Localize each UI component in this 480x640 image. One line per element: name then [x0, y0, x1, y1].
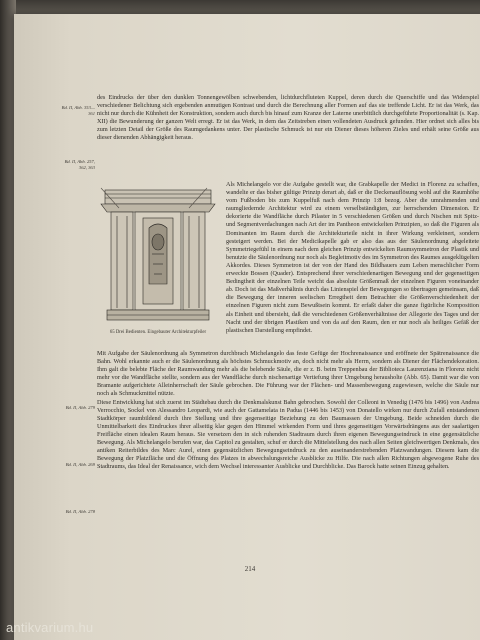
margin-note: Bd. II, Abb. 278 — [65, 509, 95, 514]
text-block-top — [97, 94, 479, 143]
pilaster-engraving — [97, 184, 219, 326]
page-number: 214 — [244, 565, 256, 573]
paragraph: des Eindrucks der über den dunklen Tonnengewölben schwebenden, lichtdurchfluteten Kuppel, deren durch die Querschiffe und das Widerspiel verschiedener Belichtung sich ergebenden anmutigen Kontrast und durch die Berechnung aller Formen auf das sie treffende Licht. Er ist das Werk, das nicht nur durch die Kühnheit der Konstruktion, sondern auch durch bis hinauf zum Kranze der Laterne unerbittlich durchgeführte Proportionalität (s. Kap. XII) die Bewunderung der ganzen Welt erregt. Er ist das Werk, in dem das Zeitstreben einen vollendeten Ausdruck gefunden. Hier ordnet sich alles bis zum letzten Detail der Größe des Raumgedankens unter. Der plastische Schmuck ist nur ein Diener dieses höheren Zieles und erhält seine Größe aus dieser dienenden Abhängigkeit heraus. — [97, 94, 479, 142]
paragraph: Als Michelangelo vor die Aufgabe gestellt war, die Grabkapelle der Medici in Florenz zu schaffen, wandelte er das bisher gültige Prinzip derart ab, daß er die Deckenauflösung wohl auf die Raumhöhe vom Fußboden bis zum Kuppelfuß nach dem Prinzip 1:8 bezog. Aber die umrahmenden und raumgliedernde Architektur wird zu einem verselbständigten, zur herrschenden Dimension. Er dekorierte die Wandfläche durch Pilaster in 5 verschiedenen Größen und durch Nischen mit Spitz- und Segmentverdachungen nach Art der im Pantheon entwickelten Prinzipien, so daß die Figuren als Dominanten im Raum durch die Architekturteile nicht in ihrer Wirkung verkleinert, sondern gesteigert werden. Bei der Medicikapelle gab er also das aus der Säulenordnung abgeleitete Symmetriegefühl in einem nach dem gleichen Prinzip entwickelten Raumsymmetron der Plastik und benutzte die Säulenordnung nur noch als Begleitmotiv des im Symmetron des Raumes ausgeklügelten Akkordes. Dieses Symmetron ist der von der Hand des Bildhauers zum Leben menschlicher Form erweckte Bossen (Quader). Entsprechend ihrer verschiedenartigen Bewegung und der gegenseitigen Bedingtheit der einzelnen Teile weicht das absolute Größenmaß der einzelnen Figuren voneinander ab. Doch ist das Maßverhältnis durch das Linienspiel der Bewegungen so übertragen gemeinsam, daß die Bewegung der inneren seelischen Erregtheit dem Betrachter die Größenverschiedenheit der einzelnen Figuren nicht zum Bewußtsein kommt. Er erfaßt daher die ganze figürliche Komposition als Einheit und übersieht, daß die verschiedenen Größenverhältnisse der Allegorie des Tages und der Nacht und der übrigen Plastiken und von da auf den Raum, den er nur noch als heiliges Gefäß der plastischen Darstellung empfindet. — [226, 181, 479, 334]
paragraph: Mit Aufgabe der Säulenordnung als Symmetron durchbrach Michelangelo das feste Gefüge der Hochrenaissance und eröffnete der Spätrenaissance die Bahn. Wohl erkannte auch er die Säulenordnung als höchstes Schmuckmotiv an, doch nicht mehr als Herrn, sondern als Diener der Flächendekoration. Ihm galt die belebte Fläche der Raumwandung mehr als die belebende Säule, die er z. B. beim Treppenbau der Biblioteca Laurenziana in Florenz nicht mehr vor die Wandfläche stellte, sondern aus der Wandfläche durch nischenartige Vertiefung ihrer Umgebung herausholte (Abb. 65). Damit war die von Bramante aufgerichtete Alleinherrschaft der Säule gebrochen. Die Führung war der Flächen- und Massenbewegung zugewiesen, welche die Säule nur noch als Schmuckmittel nützte. — [97, 350, 479, 398]
book-page — [14, 14, 480, 640]
architecture-figure — [97, 184, 219, 352]
margin-note: Bd. II, Abb. 269 — [65, 462, 95, 467]
paragraph: Diese Entwicklung hat sich zuerst im Städtebau durch die Denkmalskunst Bahn gebrochen. Sowohl der Colleoni in Venedig (1476 bis 1496) von Andrea Verrocchio, Sockel von Alessandro Leopardi, wie auch der Gattamelata in Padua (1446 bis 1453) von Donatello wirken nur durch Zufall entstandenen Stadtkörper raumbildend durch ihre Stellung und ihre gegenseitige Beziehung zu den Baumassen der Umgebung. Beide schneiden durch die Unmittelbarkeit des Eindruckes ihrer allseitig klar gegen den Himmel wirkenden Form und ihres gegenseitigen Vorwärtsdrängens aus der saalartigen Freifläche einen idealen Raum heraus. Sie versetzen den in sich ruhenden Stadtraum durch ihren eigenen Bewegungseindruck in eine gegensätzliche Bewegung. Als Michelangelo berufen war, das Capitol zu gestalten, schuf er durch die Mittelstellung des nach allen Seiten gleichwertigen Denkmals, des antiken Reiterbildes des Marc Aurel, einen gegensätzlichen Bewegungseindruck zu den auseinanderstrebenden Platzwandungen. Diesem kam die Bewegung der Platzfläche und die Öffnung des Platzes in abwechslungsreiche Ausblicke zu Hilfe. Die nach allen Richtungen abgewogene Ruhe des Stadtraums, das Ideal der Renaissance, wich dem Wechsel interessanter Ausblicke und Durchblicke. Das Barock hatte seinen Einzug gehalten. — [97, 398, 479, 471]
text-block-bottom — [97, 350, 479, 471]
watermark: antikvarium.hu — [6, 620, 94, 635]
margin-note: Bd. II, Abb. 257, 362, 363 — [64, 159, 95, 170]
margin-note: Bd. II, Abb. 279 — [65, 405, 95, 410]
text-block-beside-figure — [226, 181, 479, 335]
margin-note: Bd. II, Abb. 353—361 — [61, 105, 95, 116]
figure-caption: 65 Drei Bedienten. Eingebauter Architekturpfeiler — [109, 330, 207, 335]
